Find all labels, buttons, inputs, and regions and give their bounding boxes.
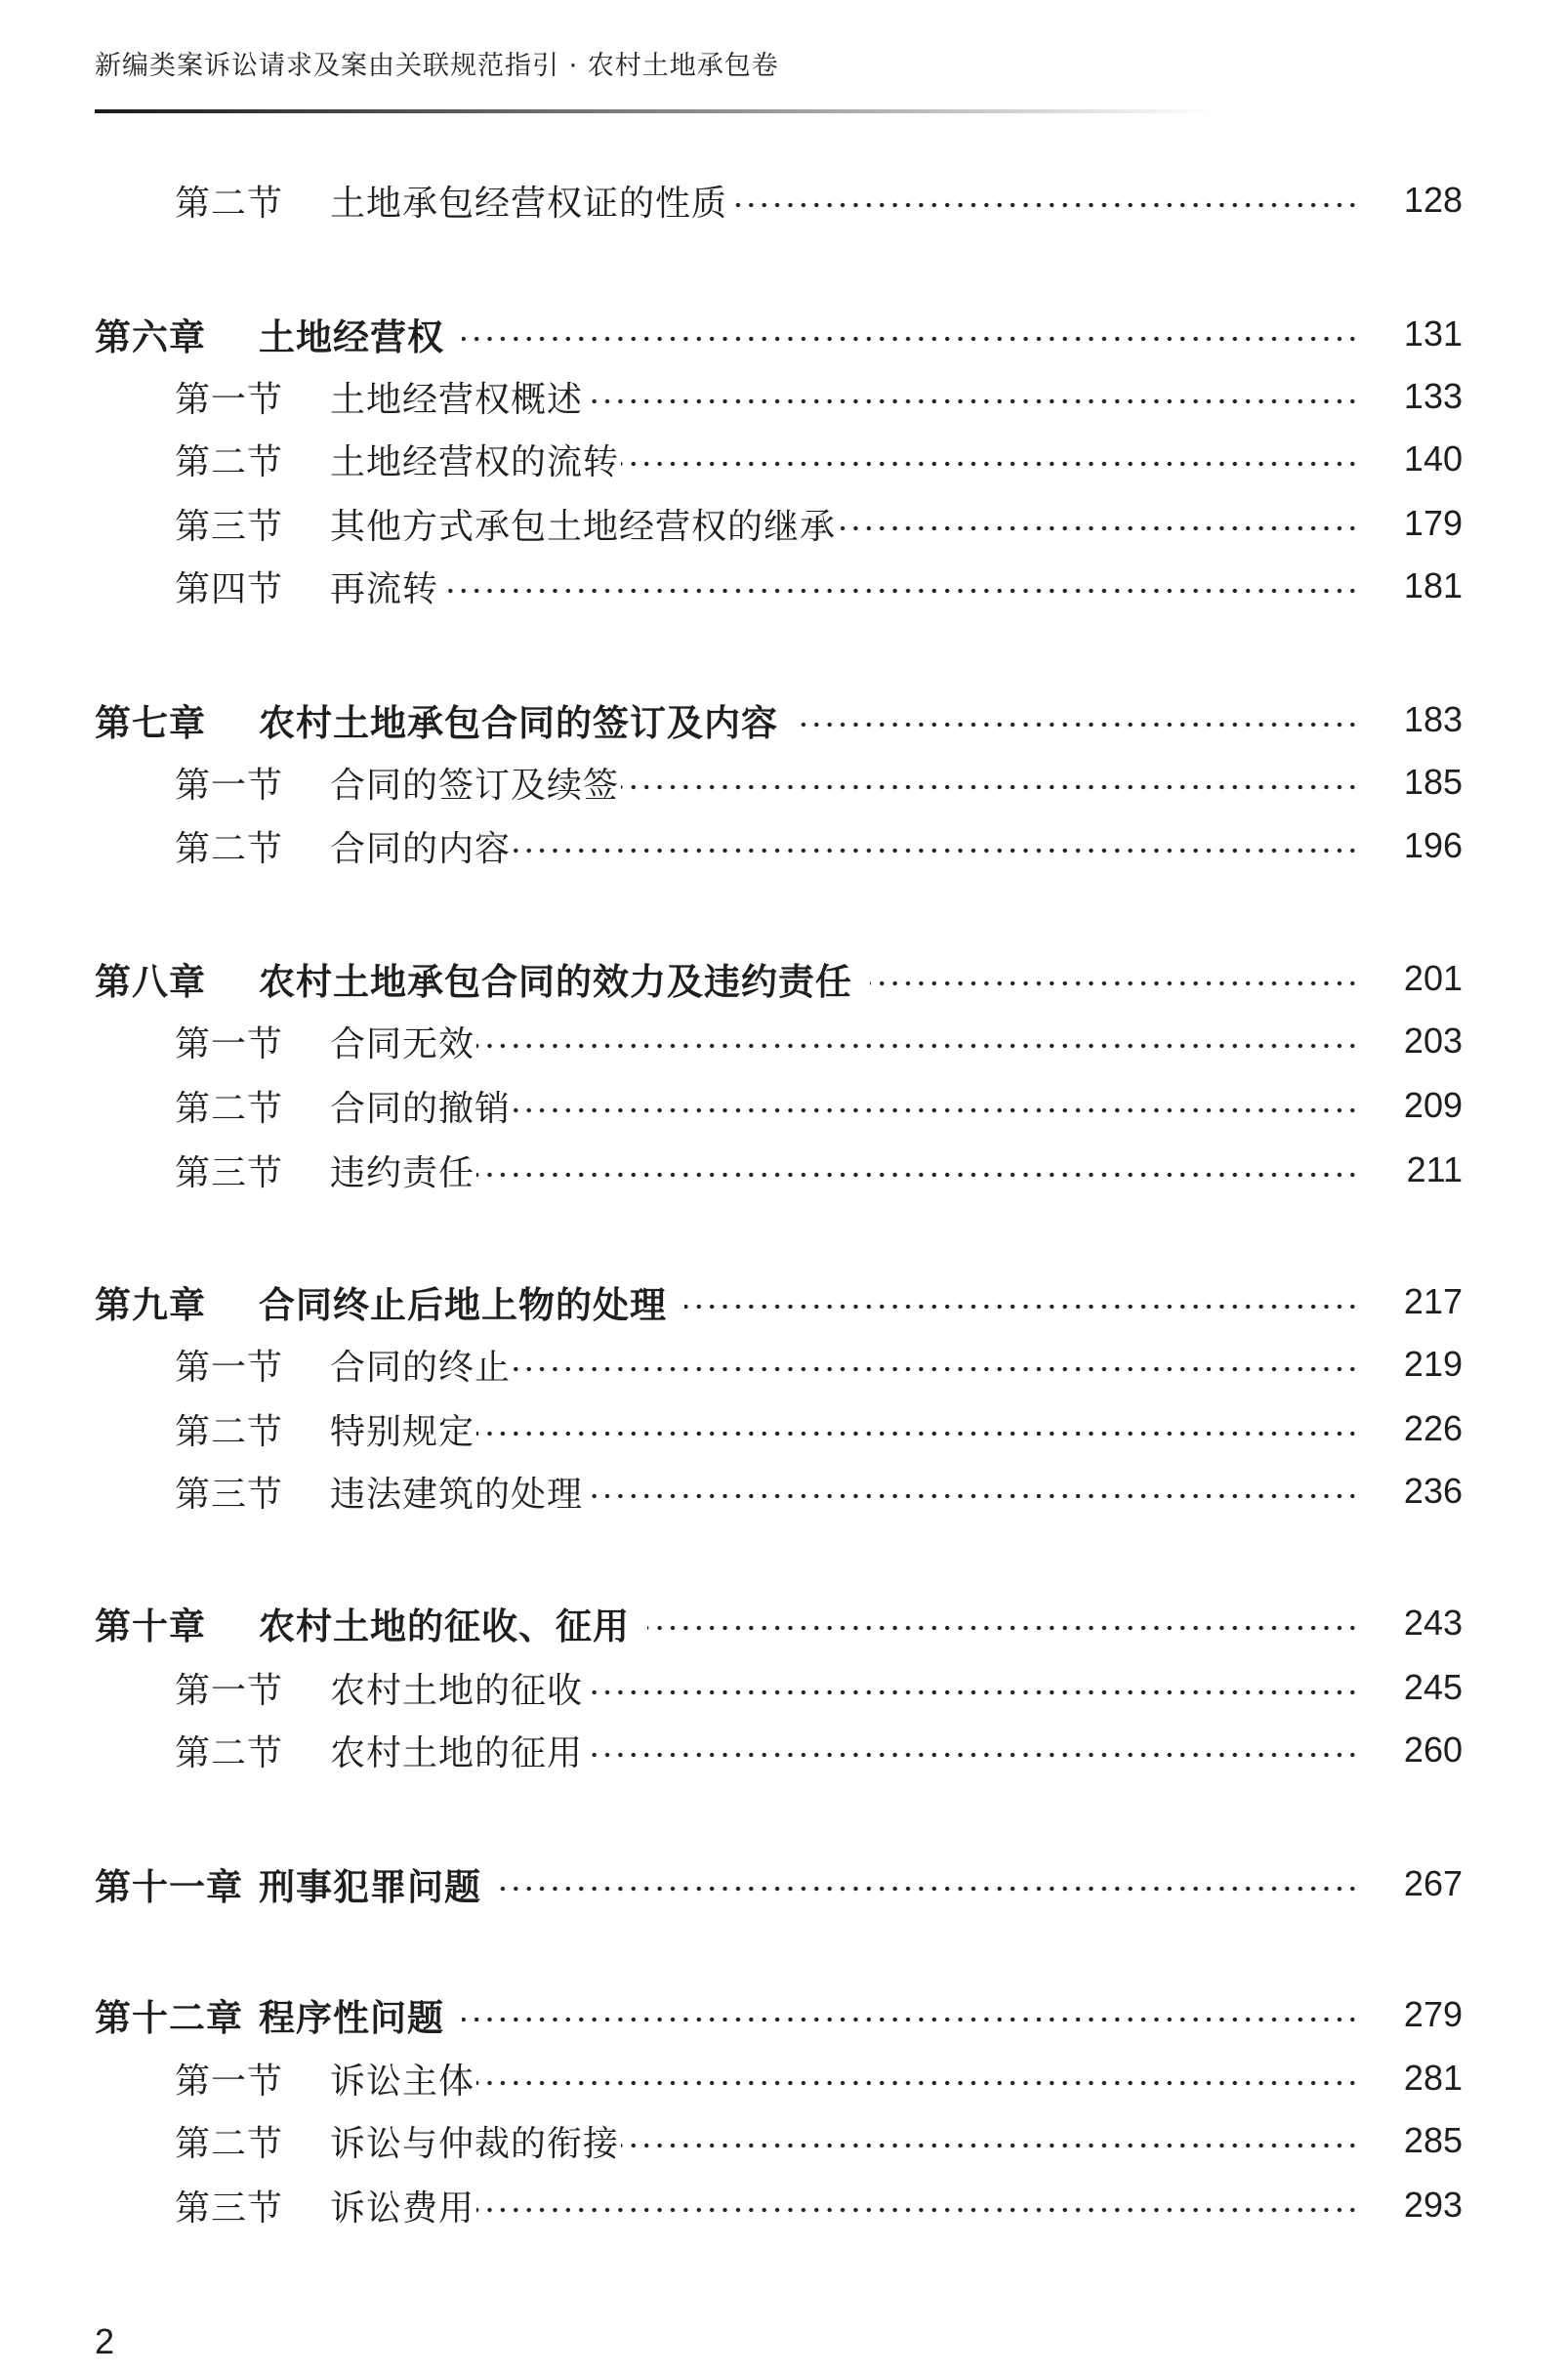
section-number: 第二节 <box>175 441 284 482</box>
toc-page-number: 279 <box>1403 1994 1463 2034</box>
chapter-title: 程序性问题 <box>259 1997 444 2039</box>
section-title: 合同的终止 <box>330 1347 512 1388</box>
section-title: 再流转 <box>330 568 439 609</box>
toc-chapter-entry[interactable] <box>0 1277 1568 1326</box>
toc-chapter-entry[interactable] <box>0 1859 1568 1908</box>
section-number: 第二节 <box>175 1088 284 1129</box>
section-number: 第三节 <box>175 506 284 547</box>
section-title: 合同的内容 <box>330 828 512 869</box>
toc-section-entry[interactable] <box>0 2116 1568 2165</box>
dot-leader <box>440 588 1359 594</box>
section-number: 第一节 <box>175 1023 284 1064</box>
chapter-number: 第七章 <box>95 702 206 744</box>
section-title: 土地经营权的流转 <box>330 441 620 482</box>
chapter-number: 第六章 <box>95 316 206 358</box>
section-title: 合同的撤销 <box>330 1088 512 1129</box>
toc-chapter-entry[interactable] <box>0 1990 1568 2039</box>
toc-chapter-entry[interactable] <box>0 954 1568 1003</box>
toc-page-number: 293 <box>1403 2185 1463 2225</box>
toc-page-number: 236 <box>1403 1471 1463 1511</box>
dot-leader <box>585 1752 1359 1758</box>
running-head: 新编类案诉讼请求及案由关联规范指引 · 农村土地承包卷 <box>95 51 779 81</box>
chapter-title: 土地经营权 <box>259 316 444 358</box>
toc-section-entry[interactable] <box>0 1340 1568 1389</box>
dot-leader <box>462 336 1359 342</box>
toc-page-number: 281 <box>1403 2058 1463 2098</box>
section-number: 第二节 <box>175 1732 284 1773</box>
toc-page-number: 185 <box>1403 762 1463 802</box>
toc-section-entry[interactable] <box>0 1146 1568 1194</box>
chapter-number: 第十一章 <box>95 1866 243 1908</box>
section-number: 第二节 <box>175 183 284 224</box>
dot-leader <box>499 1886 1359 1892</box>
section-number: 第二节 <box>175 1411 284 1452</box>
section-title: 诉讼费用 <box>330 2188 475 2229</box>
toc-page-number: 183 <box>1403 699 1463 739</box>
toc-section-entry[interactable] <box>0 2181 1568 2229</box>
toc-section-entry[interactable] <box>0 435 1568 483</box>
toc-chapter-entry[interactable] <box>0 695 1568 744</box>
toc-section-entry[interactable] <box>0 2054 1568 2103</box>
section-number: 第三节 <box>175 1152 284 1193</box>
toc-section-entry[interactable] <box>0 1467 1568 1516</box>
chapter-title: 农村土地承包合同的签订及内容 <box>259 702 778 744</box>
toc-page-number: 133 <box>1403 376 1463 416</box>
dot-leader <box>729 202 1359 208</box>
toc-section-entry[interactable] <box>0 1726 1568 1774</box>
toc-section-entry[interactable] <box>0 176 1568 225</box>
dot-leader <box>585 398 1359 404</box>
toc-page-number: 219 <box>1403 1344 1463 1384</box>
toc-section-entry[interactable] <box>0 1017 1568 1065</box>
section-number: 第一节 <box>175 1347 284 1388</box>
toc-section-entry[interactable] <box>0 1663 1568 1712</box>
section-number: 第一节 <box>175 765 284 806</box>
dot-leader <box>585 1493 1359 1499</box>
toc-section-entry[interactable] <box>0 821 1568 870</box>
toc-section-entry[interactable] <box>0 1404 1568 1453</box>
chapter-number: 第十二章 <box>95 1997 243 2039</box>
section-title: 土地承包经营权证的性质 <box>330 183 728 224</box>
toc-section-entry[interactable] <box>0 562 1568 610</box>
section-number: 第三节 <box>175 1474 284 1515</box>
toc-page-number: 245 <box>1403 1667 1463 1707</box>
toc-page-number: 181 <box>1403 565 1463 605</box>
section-title: 诉讼主体 <box>330 2061 475 2102</box>
toc-chapter-entry[interactable] <box>0 310 1568 358</box>
dot-leader <box>476 1172 1359 1178</box>
toc-page-number: 226 <box>1403 1408 1463 1448</box>
dot-leader <box>621 461 1359 467</box>
toc-page-number: 285 <box>1403 2120 1463 2160</box>
section-title: 其他方式承包土地经营权的继承 <box>330 506 837 547</box>
dot-leader <box>647 1625 1359 1631</box>
section-title: 农村土地的征收 <box>330 1670 584 1711</box>
dot-leader <box>585 1689 1359 1695</box>
dot-leader <box>838 525 1359 531</box>
toc-page-number: 131 <box>1403 313 1463 354</box>
section-title: 违约责任 <box>330 1152 475 1193</box>
section-number: 第一节 <box>175 379 284 420</box>
toc-page-number: 179 <box>1403 503 1463 543</box>
dot-leader <box>476 1431 1359 1437</box>
dot-leader <box>621 784 1359 790</box>
chapter-number: 第九章 <box>95 1284 206 1326</box>
dot-leader <box>476 1043 1359 1049</box>
section-number: 第四节 <box>175 568 284 609</box>
dot-leader <box>684 1304 1359 1310</box>
toc-page-number: 209 <box>1403 1085 1463 1125</box>
section-title: 诉讼与仲裁的衔接 <box>330 2123 620 2164</box>
toc-page-number: 196 <box>1403 825 1463 865</box>
toc-section-entry[interactable] <box>0 372 1568 421</box>
section-title: 合同的签订及续签 <box>330 765 620 806</box>
section-number: 第二节 <box>175 828 284 869</box>
toc-page-number: 128 <box>1403 180 1463 220</box>
chapter-title: 合同终止后地上物的处理 <box>259 1284 667 1326</box>
dot-leader <box>513 1366 1359 1372</box>
section-title: 农村土地的征用 <box>330 1732 584 1773</box>
chapter-title: 农村土地的征收、征用 <box>259 1605 630 1647</box>
chapter-title: 刑事犯罪问题 <box>259 1866 481 1908</box>
toc-page-number: 201 <box>1403 958 1463 998</box>
dot-leader <box>870 980 1359 986</box>
section-number: 第一节 <box>175 1670 284 1711</box>
dot-leader <box>513 1107 1359 1113</box>
section-title: 合同无效 <box>330 1023 475 1064</box>
section-number: 第三节 <box>175 2188 284 2229</box>
dot-leader <box>462 2017 1359 2022</box>
chapter-number: 第十章 <box>95 1605 206 1647</box>
section-title: 土地经营权概述 <box>330 379 584 420</box>
toc-page-number: 260 <box>1403 1729 1463 1770</box>
section-title: 违法建筑的处理 <box>330 1474 584 1515</box>
section-number: 第二节 <box>175 2123 284 2164</box>
dot-leader <box>476 2207 1359 2213</box>
dot-leader <box>513 848 1359 854</box>
toc-page-number: 243 <box>1403 1603 1463 1643</box>
dot-leader <box>476 2080 1359 2086</box>
toc-section-entry[interactable] <box>0 1081 1568 1130</box>
toc-page-number: 217 <box>1403 1281 1463 1321</box>
toc-page-number: 267 <box>1403 1863 1463 1903</box>
chapter-number: 第八章 <box>95 961 206 1003</box>
dot-leader <box>796 722 1359 728</box>
toc-page-number: 140 <box>1403 438 1463 479</box>
section-number: 第一节 <box>175 2061 284 2102</box>
page-number: 2 <box>95 2321 115 2361</box>
chapter-title: 农村土地承包合同的效力及违约责任 <box>259 961 852 1003</box>
toc-page-number: 211 <box>1406 1149 1463 1189</box>
toc-section-entry[interactable] <box>0 499 1568 548</box>
toc-section-entry[interactable] <box>0 758 1568 807</box>
section-title: 特别规定 <box>330 1411 475 1452</box>
dot-leader <box>621 2143 1359 2148</box>
toc-page-number: 203 <box>1403 1021 1463 1061</box>
toc-chapter-entry[interactable] <box>0 1599 1568 1647</box>
